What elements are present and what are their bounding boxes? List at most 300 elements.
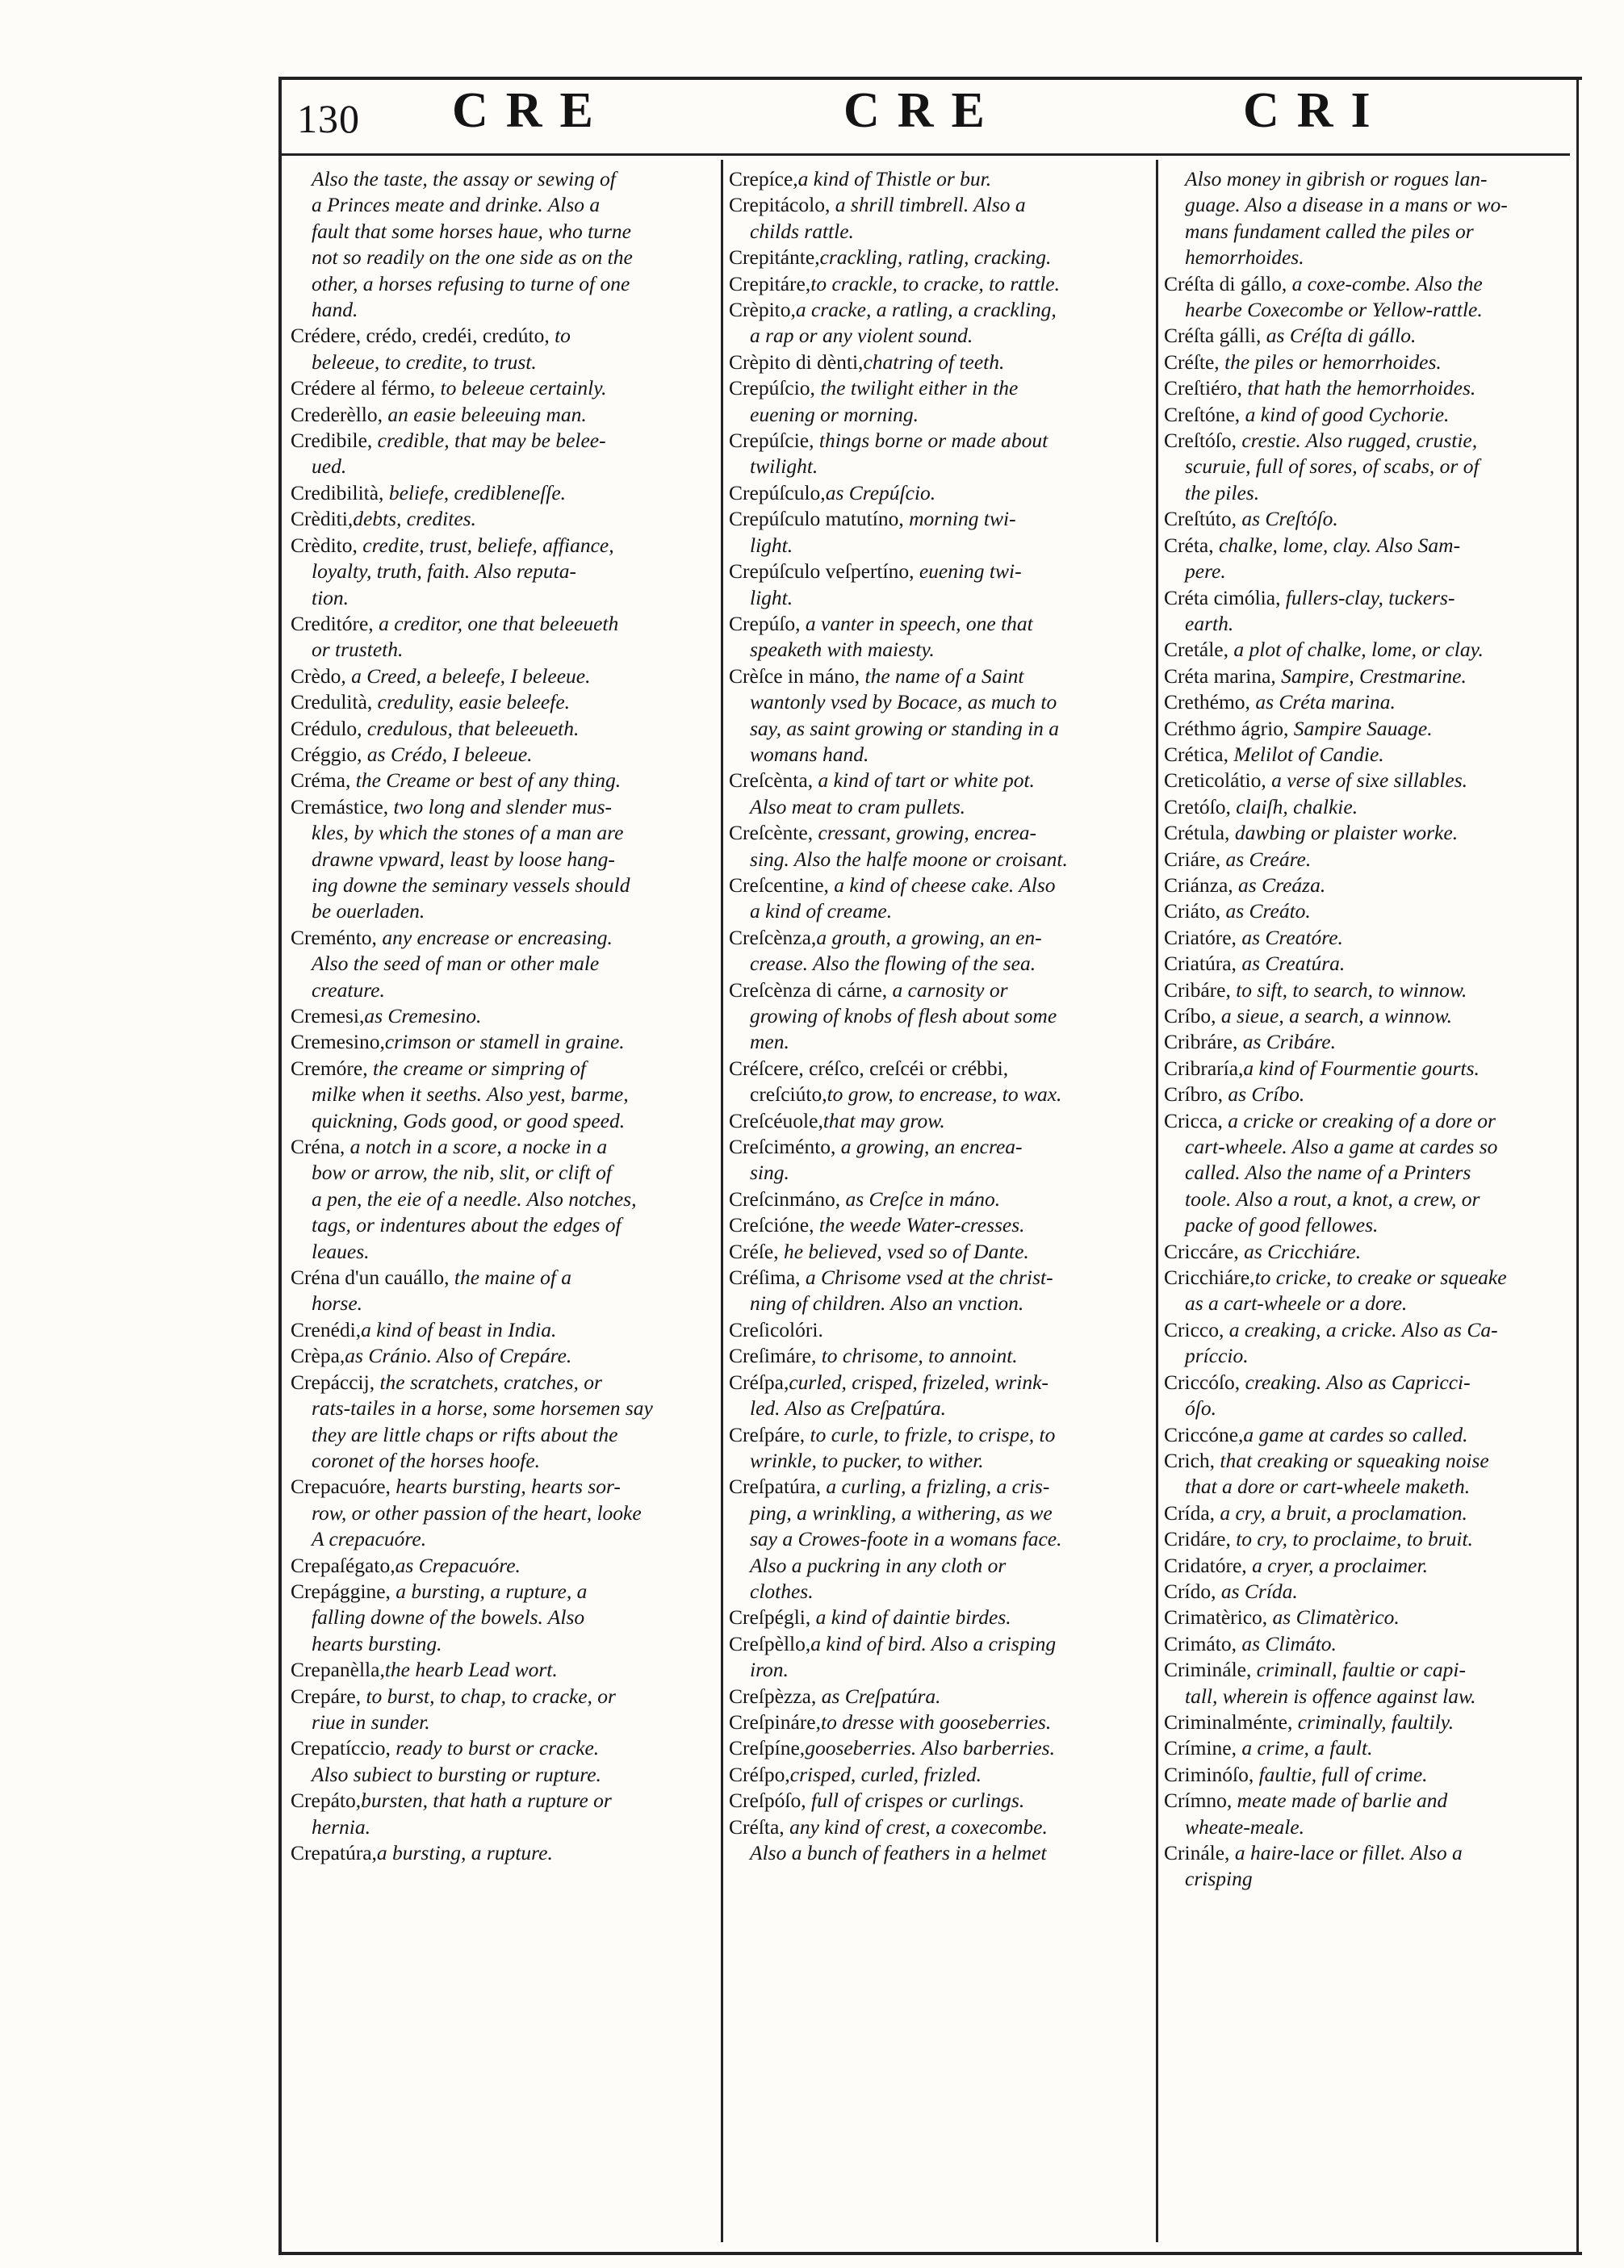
dictionary-line [729, 1579, 1150, 1605]
dictionary-line [729, 1317, 1150, 1343]
dictionary-line [729, 1056, 1150, 1082]
definition: as Creáza. [1233, 872, 1326, 897]
dictionary-line [729, 1291, 1150, 1316]
definition: as Cribáre. [1237, 1030, 1336, 1054]
definition: a verse of sixe sillables. [1266, 768, 1468, 793]
definition: a haire-lace or fillet. Also a [1229, 1841, 1463, 1864]
headword: Crepatúra, [291, 1841, 377, 1864]
headword: Créſte, [1164, 349, 1220, 374]
dictionary-line [1164, 506, 1572, 532]
dictionary-line [1164, 1840, 1572, 1866]
headword: Créſcere, créſco, creſcéi or crébbi, [729, 1056, 1009, 1080]
definition: Also subiect to bursting or rupture. [312, 1762, 601, 1786]
headword: Cremesino, [291, 1030, 385, 1054]
dictionary-line [1164, 898, 1572, 924]
definition: speaketh with maiesty. [750, 638, 935, 662]
headword: Cremesi, [291, 1004, 365, 1027]
definition: creaking. Also as Capricci- [1240, 1370, 1471, 1394]
headword: Criminóſo, [1164, 1762, 1254, 1786]
dictionary-line [291, 663, 714, 689]
dictionary-line [1164, 1474, 1572, 1500]
headword: Cretóſo, [1164, 794, 1231, 818]
dictionary-line [729, 506, 1150, 532]
definition: to burst, to chap, to cracke, or [361, 1684, 616, 1708]
headword: Crepáccij, [291, 1370, 375, 1394]
headword: Crepanèlla, [291, 1658, 385, 1682]
definition: a plot of chalke, lome, or clay. [1228, 638, 1484, 662]
definition: beliefe, credibleneſſe. [383, 480, 567, 504]
definition: packe of good fellowes. [1185, 1213, 1379, 1237]
definition: hand. [312, 298, 358, 322]
dictionary-line [291, 1029, 714, 1055]
definition: dawbing or plaister worke. [1229, 821, 1459, 845]
dictionary-line [729, 1657, 1150, 1683]
dictionary-line [1164, 533, 1572, 559]
definition: as Creatóre. [1236, 925, 1343, 949]
definition: they are little chaps or rifts about the [312, 1422, 618, 1446]
headword: Creſcènza, [729, 925, 817, 949]
dictionary-line [291, 297, 714, 323]
definition: to chrisome, to annoint. [816, 1344, 1018, 1368]
definition: faultie, full of crime. [1254, 1762, 1428, 1786]
definition: crisped, curled, frizled. [789, 1762, 982, 1786]
dictionary-line [729, 716, 1150, 742]
dictionary-line [1164, 245, 1572, 270]
definition: wrinkle, to pucker, to wither. [750, 1448, 984, 1472]
dictionary-line [1164, 1579, 1572, 1605]
definition: as Crepúſcio. [825, 480, 936, 504]
definition: that creaking or squeaking noise [1215, 1448, 1489, 1472]
definition: credulous, that beleeueth. [362, 716, 580, 740]
headword: Crédere, crédo, credéi, credúto, [291, 324, 550, 348]
headword: Cricca, [1164, 1108, 1223, 1132]
definition: a notch in a score, a nocke in a [345, 1135, 608, 1159]
definition: as Críbo. [1222, 1082, 1305, 1107]
dictionary-line [729, 951, 1150, 977]
definition: guage. Also a disease in a mans or wo- [1185, 193, 1508, 217]
dictionary-line [1164, 872, 1572, 898]
dictionary-line [729, 585, 1150, 611]
dictionary-line [1164, 1108, 1572, 1134]
definition: drawne vpward, least by loose hang- [312, 847, 615, 871]
definition: sing. Also the halfe moone or croisant. [750, 847, 1068, 871]
dictionary-line [1164, 1082, 1572, 1107]
definition: coronet of the horses hoofe. [312, 1448, 541, 1472]
dictionary-line [1164, 271, 1572, 297]
definition: a kind of tart or white pot. [813, 768, 1035, 793]
definition: the creame or simpring of [367, 1056, 586, 1080]
headword: Crepúſculo, [729, 480, 826, 504]
dictionary-line [729, 297, 1150, 323]
bottom-rule [278, 2252, 1582, 2255]
dictionary-line [729, 1422, 1150, 1448]
headword: Creſtóſo, [1164, 429, 1237, 453]
dictionary-line [729, 1134, 1150, 1160]
headword: Créſpo, [729, 1762, 790, 1786]
definition: as Creáto. [1220, 899, 1311, 923]
definition: A crepacuóre. [312, 1527, 427, 1551]
headword: Crímno, [1164, 1789, 1233, 1813]
dictionary-line [291, 716, 714, 742]
dictionary-line [1164, 1134, 1572, 1160]
dictionary-line [291, 1056, 714, 1082]
headword: Creſcinmáno, [729, 1186, 841, 1211]
dictionary-line [291, 428, 714, 454]
dictionary-line [729, 1186, 1150, 1212]
headword: Crich, [1164, 1448, 1216, 1472]
dictionary-line [291, 1526, 714, 1552]
headword: Crèpito di dènti, [729, 349, 864, 374]
dictionary-line [1164, 1317, 1572, 1343]
dictionary-line [729, 689, 1150, 715]
dictionary-line [1164, 1265, 1572, 1291]
dictionary-line [291, 533, 714, 559]
definition: curled, crisped, frizeled, wrink- [789, 1370, 1048, 1394]
definition: crestie. Also rugged, crustie, [1236, 429, 1478, 453]
headword: Creſimáre, [729, 1344, 817, 1368]
dictionary-line [291, 1814, 714, 1840]
definition: as Cránio. Also of Crepáre. [345, 1344, 572, 1368]
definition: as Creſpatúra. [816, 1684, 941, 1708]
dictionary-line [1164, 637, 1572, 663]
definition: a kind of bird. Also a crisping [810, 1631, 1057, 1655]
definition: wantonly vsed by Bocace, as much to [750, 690, 1057, 714]
dictionary-line [729, 1500, 1150, 1526]
definition: to [549, 324, 571, 348]
headword: Crederèllo, [291, 402, 383, 426]
definition: things borne or made about [814, 429, 1048, 453]
definition: falling downe of the bowels. Also [312, 1605, 585, 1630]
dictionary-line [729, 1212, 1150, 1238]
headword: Crepáre, [291, 1684, 362, 1708]
headword: Crepággine, [291, 1579, 391, 1603]
dictionary-line [1164, 1735, 1572, 1761]
definition: cressant, growing, encrea- [813, 821, 1036, 845]
headword: Crído, [1164, 1579, 1216, 1603]
dictionary-line [291, 1788, 714, 1814]
definition: rats-tailes in a horse, some horsemen say [312, 1396, 653, 1421]
definition: crisping [1185, 1867, 1253, 1891]
definition: as Créſta di gállo. [1261, 324, 1417, 348]
definition: credible, that may be belee- [372, 429, 606, 453]
definition: to grow, to encrease, to wax. [827, 1082, 1062, 1107]
dictionary-line [729, 1762, 1150, 1788]
headword: Cribáre, [1164, 977, 1231, 1002]
definition: a growing, an encrea- [835, 1135, 1023, 1159]
dictionary-line [1164, 742, 1572, 768]
definition: ping, a wrinkling, a withering, as we [750, 1500, 1053, 1525]
dictionary-line [291, 1134, 714, 1160]
column-divider-1 [721, 160, 723, 2242]
headword: Crèpa, [291, 1344, 345, 1368]
definition: hearts bursting. [312, 1631, 442, 1655]
headword: Crepatíccio, [291, 1736, 391, 1760]
dictionary-line [729, 1343, 1150, 1369]
dictionary-line [291, 898, 714, 924]
dictionary-line [1164, 585, 1572, 611]
headword: Crèpito, [729, 298, 796, 322]
definition: a Chrisome vsed at the christ- [800, 1266, 1053, 1290]
dictionary-line [291, 585, 714, 611]
headword: Crepaſégato, [291, 1553, 396, 1577]
headword: Criatóre, [1164, 925, 1237, 949]
headword: Creſcènza di cárne, [729, 977, 888, 1002]
headword: Cribraría, [1164, 1056, 1244, 1080]
dictionary-line [729, 219, 1150, 245]
headword: Criáto, [1164, 899, 1221, 923]
definition: crease. Also the flowing of the sea. [750, 952, 1036, 976]
dictionary-line [291, 977, 714, 1003]
dictionary-line [1164, 1605, 1572, 1630]
dictionary-line [1164, 1709, 1572, 1735]
dictionary-line [729, 1082, 1150, 1107]
dictionary-line [729, 166, 1150, 192]
dictionary-line [1164, 1500, 1572, 1526]
headword: Creſpináre, [729, 1709, 821, 1734]
dictionary-line [729, 192, 1150, 218]
dictionary-line [291, 1735, 714, 1761]
dictionary-line [291, 742, 714, 768]
dictionary-line [1164, 847, 1572, 872]
definition: beleeue, to credite, to trust. [312, 349, 537, 374]
dictionary-line [291, 1212, 714, 1238]
dictionary-line [1164, 1866, 1572, 1892]
headword: Créſta gálli, [1164, 324, 1262, 348]
definition: say, as saint growing or standing in a [750, 716, 1060, 740]
headword: Crepíce, [729, 167, 798, 190]
headword: Credibile, [291, 429, 373, 453]
column-heading-1: CRE [452, 83, 611, 138]
dictionary-line [729, 480, 1150, 506]
headword: Créthmo ágrio, [1164, 716, 1289, 740]
dictionary-line [1164, 977, 1572, 1003]
headword: Créta marina, [1164, 663, 1276, 688]
headword: Creditóre, [291, 611, 374, 635]
headword: Crímine, [1164, 1736, 1237, 1760]
dictionary-line [291, 192, 714, 218]
headword: Crepacuóre, [291, 1475, 391, 1499]
dictionary-line [291, 1317, 714, 1343]
definition: a sieue, a search, a winnow. [1216, 1004, 1452, 1027]
dictionary-line [729, 1448, 1150, 1474]
dictionary-line [729, 925, 1150, 951]
definition: clothes. [750, 1579, 814, 1603]
dictionary-line [291, 689, 714, 715]
definition: a cracke, a ratling, a crackling, [795, 298, 1057, 322]
definition: be ouerladen. [312, 899, 425, 923]
definition: a game at cardes so called. [1243, 1422, 1468, 1446]
headword: Crepúſo, [729, 611, 801, 635]
dictionary-line [291, 506, 714, 532]
definition: a kind of creame. [750, 899, 893, 923]
definition: light. [750, 585, 793, 609]
dictionary-line [729, 611, 1150, 637]
dictionary-line [291, 872, 714, 898]
definition: the Creame or best of any thing. [350, 768, 622, 793]
definition: two long and slender mus- [388, 794, 613, 818]
dictionary-line [291, 245, 714, 270]
dictionary-line [1164, 166, 1572, 192]
headword: Creſpèllo, [729, 1631, 811, 1655]
dictionary-line [1164, 1788, 1572, 1814]
dictionary-line [291, 1396, 714, 1421]
definition: Sampire, Crestmarine. [1275, 663, 1467, 688]
dictionary-line [729, 1370, 1150, 1396]
definition: Also a puckring in any cloth or [750, 1553, 1007, 1577]
headword: Criccóſo, [1164, 1370, 1241, 1394]
definition: meate made of barlie and [1232, 1789, 1448, 1813]
headword: Créna d'un cauállo, [291, 1266, 450, 1290]
definition: the scratchets, cratches, or [375, 1370, 602, 1394]
dictionary-line [291, 375, 714, 401]
headword: Crédere al férmo, [291, 376, 436, 400]
dictionary-line [1164, 219, 1572, 245]
dictionary-line [729, 375, 1150, 401]
definition: a cryer, a proclaimer. [1246, 1553, 1428, 1577]
dictionary-line [291, 1108, 714, 1134]
headword: Creſpèzza, [729, 1684, 817, 1708]
definition: chatring of teeth. [863, 349, 1005, 374]
headword: Créna, [291, 1135, 345, 1159]
definition: Also the taste, the assay or sewing of [312, 167, 616, 190]
dictionary-line [291, 480, 714, 506]
definition: the twilight either in the [814, 376, 1019, 400]
dictionary-line [729, 1631, 1150, 1657]
definition: as Creáre. [1220, 847, 1312, 871]
definition: row, or other passion of the heart, looke [312, 1500, 642, 1525]
dictionary-line [291, 166, 714, 192]
definition: a curling, a frizling, a cris- [821, 1475, 1050, 1499]
definition: that hath the hemorrhoides. [1242, 376, 1476, 400]
definition: Melilot of Candie. [1228, 742, 1384, 766]
definition: cart-wheele. Also a game at cardes so [1185, 1135, 1498, 1159]
definition: as Cremesino. [364, 1004, 482, 1027]
headword: Crèdito, [291, 533, 358, 557]
headword: Creſtúto, [1164, 507, 1237, 531]
dictionary-line [1164, 428, 1572, 454]
definition: other, a horses refusing to turne of one [312, 271, 630, 295]
definition: kles, by which the stones of a man are [312, 821, 624, 845]
definition: toole. Also a rout, a knot, a crew, or [1185, 1186, 1480, 1211]
dictionary-line [291, 1553, 714, 1579]
definition: the maine of a [449, 1266, 572, 1290]
dictionary-line [729, 1108, 1150, 1134]
definition: a rap or any violent sound. [750, 324, 973, 348]
dictionary-line [291, 768, 714, 793]
definition: as Creſce in máno. [840, 1186, 1001, 1211]
headword: Cremóre, [291, 1056, 368, 1080]
definition: to beleeue certainly. [435, 376, 607, 400]
dictionary-line [729, 1526, 1150, 1552]
headword: Crepúſcio, [729, 376, 815, 400]
definition: pere. [1185, 559, 1226, 584]
definition: childs rattle. [750, 219, 854, 243]
headword: Créſima, [729, 1266, 801, 1290]
dictionary-line [729, 402, 1150, 428]
headword: Créſta, [729, 1814, 785, 1839]
dictionary-line [1164, 1003, 1572, 1029]
definition: a vanter in speech, one that [800, 611, 1033, 635]
definition: euening or morning. [750, 402, 919, 426]
dictionary-line [1164, 1814, 1572, 1840]
definition: light. [750, 533, 793, 557]
headword: Creſtiéro, [1164, 376, 1243, 400]
headword: Creſtóne, [1164, 402, 1241, 426]
dictionary-line [291, 1762, 714, 1788]
headword: Criminále, [1164, 1658, 1252, 1682]
dictionary-line [291, 1500, 714, 1526]
definition: gooseberries. Also barberries. [805, 1736, 1055, 1760]
dictionary-line [1164, 454, 1572, 479]
definition: that a dore or cart-wheele maketh. [1185, 1475, 1471, 1499]
dictionary-line [291, 1709, 714, 1735]
definition: to cry, to proclaime, to bruit. [1230, 1527, 1473, 1551]
definition: quickning, Gods good, or good speed. [312, 1108, 626, 1132]
definition: tion. [312, 585, 349, 609]
headword: Crepúſculo veſpertíno, [729, 559, 915, 584]
headword: Críbro, [1164, 1082, 1223, 1107]
definition: a pen, the eie of a needle. Also notches, [312, 1186, 637, 1211]
headword: Criatúra, [1164, 952, 1237, 976]
definition: tags, or indentures about the edges of [312, 1213, 622, 1237]
headword: Creſcènte, [729, 821, 814, 845]
dictionary-line [1164, 1448, 1572, 1474]
dictionary-line [291, 820, 714, 846]
definition: credulity, easie beleefe. [372, 690, 571, 714]
headword: Cricchiáre, [1164, 1266, 1255, 1290]
headword: Crída, [1164, 1500, 1216, 1525]
headword: Créggio, [291, 742, 362, 766]
dictionary-line [729, 428, 1150, 454]
definition: a kind of Fourmentie gourts. [1243, 1056, 1480, 1080]
headword: Crenédi, [291, 1317, 362, 1341]
definition: a kind of beast in India. [361, 1317, 557, 1341]
dictionary-line [729, 1239, 1150, 1265]
definition: óſo. [1185, 1396, 1216, 1421]
headword: Cridáre, [1164, 1527, 1231, 1551]
definition: a kind of Thistle or bur. [797, 167, 992, 190]
page-number: 130 [297, 96, 360, 141]
headword: Crepitáre, [729, 271, 811, 295]
dictionary-line [1164, 375, 1572, 401]
definition: fullers-clay, tuckers- [1280, 585, 1455, 609]
dictionary-line [291, 1605, 714, 1630]
dictionary-line [291, 951, 714, 977]
definition: say a Crowes-foote in a womans face. [750, 1527, 1062, 1551]
dictionary-line [291, 794, 714, 820]
definition: bursten, that hath a rupture or [361, 1789, 612, 1813]
dictionary-line [291, 1631, 714, 1657]
dictionary-line [1164, 1343, 1572, 1369]
headword: Crethémo, [1164, 690, 1250, 714]
dictionary-line [1164, 1291, 1572, 1316]
dictionary-line [291, 1265, 714, 1291]
headword: Cribráre, [1164, 1030, 1238, 1054]
dictionary-line [1164, 1657, 1572, 1683]
definition: scuruie, full of sores, of scabs, or of [1185, 454, 1480, 479]
definition: príccio. [1185, 1344, 1249, 1368]
definition: loyalty, truth, faith. Also reputa- [312, 559, 576, 584]
dictionary-line [291, 271, 714, 297]
definition: ning of children. Also an vnction. [750, 1291, 1024, 1316]
headword: Criáre, [1164, 847, 1221, 871]
dictionary-line [729, 898, 1150, 924]
definition: wheate-meale. [1185, 1814, 1304, 1839]
definition: earth. [1185, 611, 1234, 635]
headword: Crèdo, [291, 663, 346, 688]
definition: a Creed, a beleefe, I beleeue. [345, 663, 591, 688]
headword: Credulità, [291, 690, 373, 714]
